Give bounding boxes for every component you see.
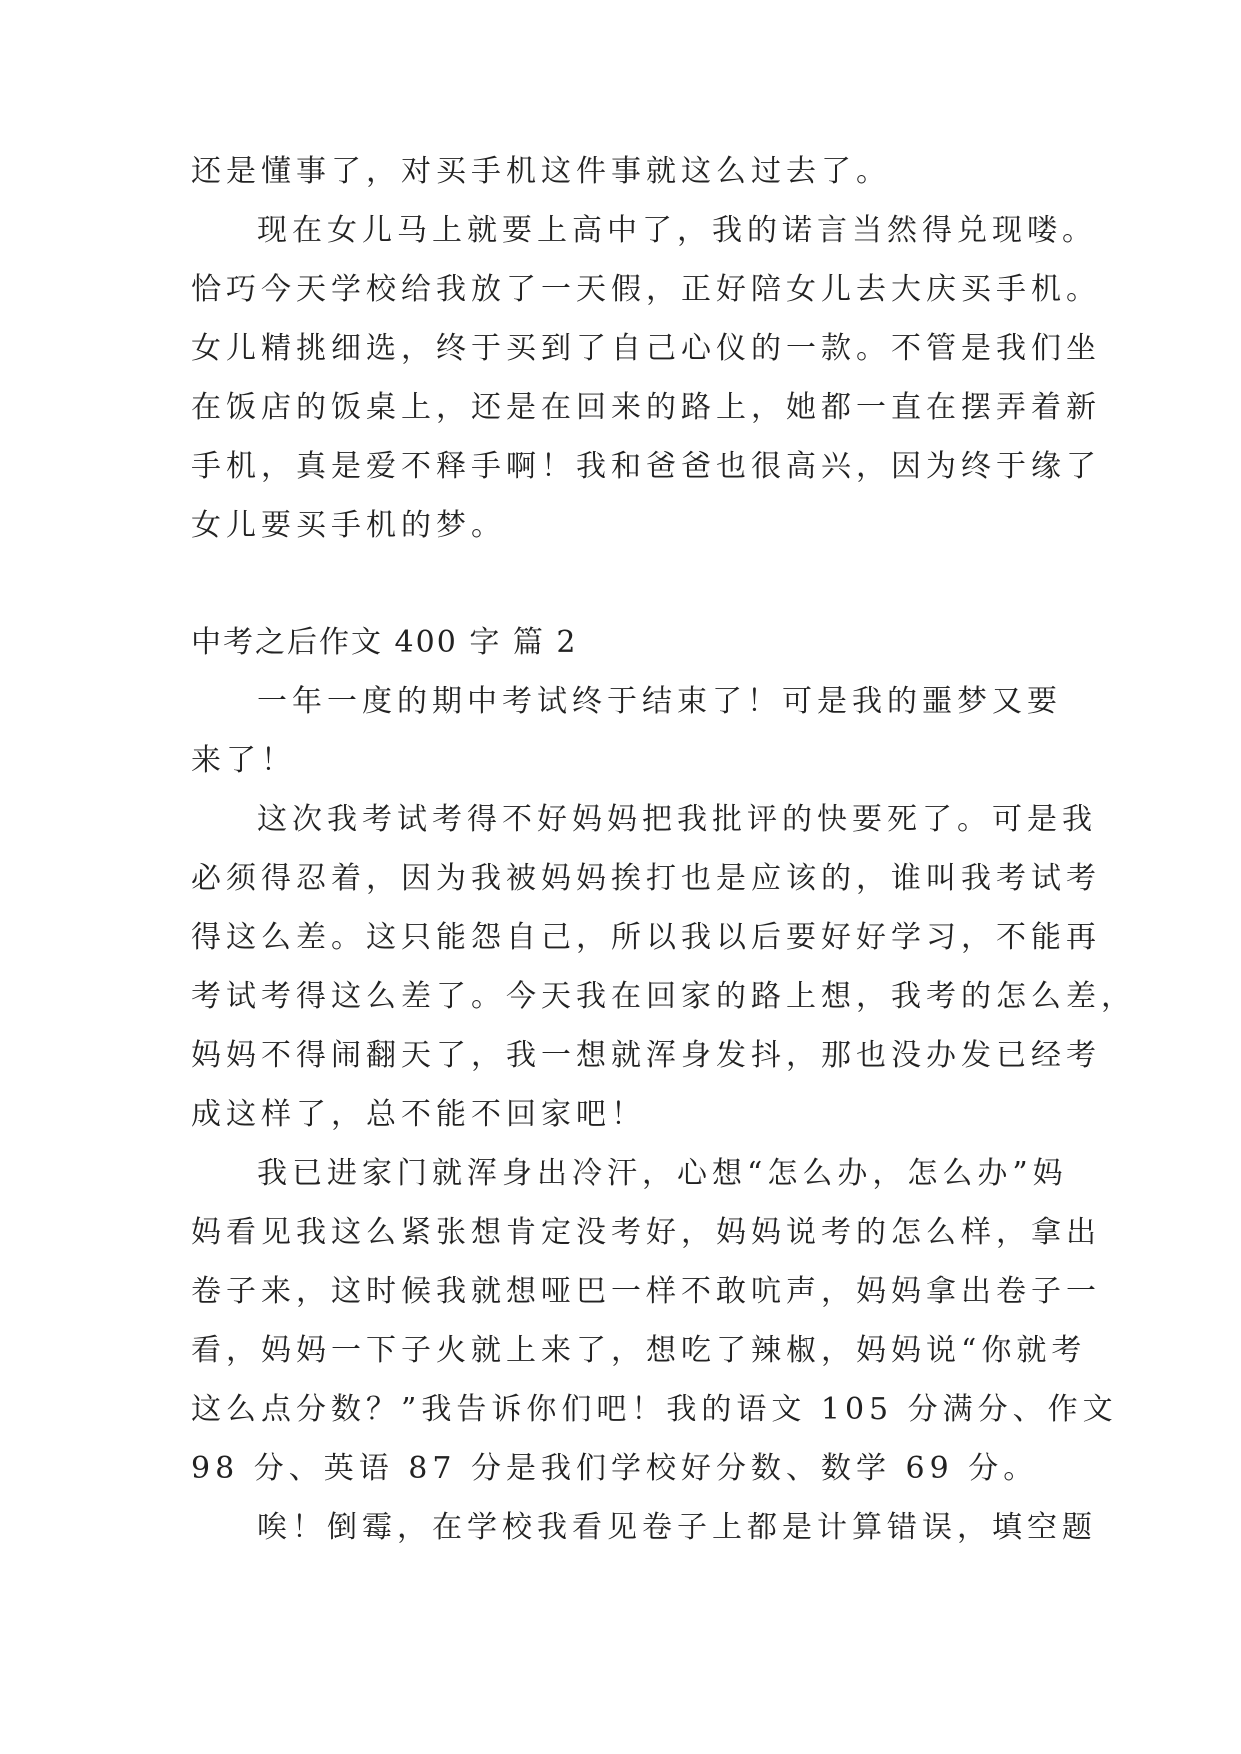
paragraph-start-line: 一年一度的期中考试终于结束了！可是我的噩梦又要 xyxy=(257,684,1062,719)
text-line: 98 分、英语 87 分是我们学校好分数、数学 69 分。 xyxy=(191,1451,1039,1486)
paragraph-start-line: 我已进家门就浑身出冷汗，心想“怎么办，怎么办”妈 xyxy=(257,1156,1068,1191)
text-line: 妈看见我这么紧张想肯定没考好，妈妈说考的怎么样，拿出 xyxy=(191,1215,1101,1250)
paragraph-start-line: 唉！倒霉，在学校我看见卷子上都是计算错误，填空题 xyxy=(257,1510,1097,1545)
paragraph-start-line: 现在女儿马上就要上高中了，我的诺言当然得兑现喽。 xyxy=(257,213,1097,248)
text-line: 女儿精挑细选，终于买到了自己心仪的一款。不管是我们坐 xyxy=(191,331,1101,366)
section-heading: 中考之后作文 400 字 篇 2 xyxy=(191,625,578,660)
text-line: 必须得忍着，因为我被妈妈挨打也是应该的，谁叫我考试考 xyxy=(191,861,1101,896)
text-line: 女儿要买手机的梦。 xyxy=(191,508,506,543)
text-line: 在饭店的饭桌上，还是在回来的路上，她都一直在摆弄着新 xyxy=(191,390,1101,425)
text-line: 手机，真是爱不释手啊！我和爸爸也很高兴，因为终于缘了 xyxy=(191,449,1101,484)
text-line: 妈妈不得闹翻天了，我一想就浑身发抖，那也没办发已经考 xyxy=(191,1038,1101,1073)
text-line: 还是懂事了，对买手机这件事就这么过去了。 xyxy=(191,154,891,189)
text-line: 得这么差。这只能怨自己，所以我以后要好好学习，不能再 xyxy=(191,920,1101,955)
text-line: 看，妈妈一下子火就上来了，想吃了辣椒，妈妈说“你就考 xyxy=(191,1333,1087,1368)
text-line: 这么点分数？”我告诉你们吧！我的语文 105 分满分、作文 xyxy=(191,1392,1118,1427)
text-line: 恰巧今天学校给我放了一天假，正好陪女儿去大庆买手机。 xyxy=(191,272,1101,307)
text-line: 来了！ xyxy=(191,743,296,778)
paragraph-start-line: 这次我考试考得不好妈妈把我批评的快要死了。可是我 xyxy=(257,802,1097,837)
text-line: 卷子来，这时候我就想哑巴一样不敢吭声，妈妈拿出卷子一 xyxy=(191,1274,1101,1309)
text-line: 成这样了，总不能不回家吧！ xyxy=(191,1097,646,1132)
text-line: 考试考得这么差了。今天我在回家的路上想，我考的怎么差， xyxy=(191,979,1136,1014)
